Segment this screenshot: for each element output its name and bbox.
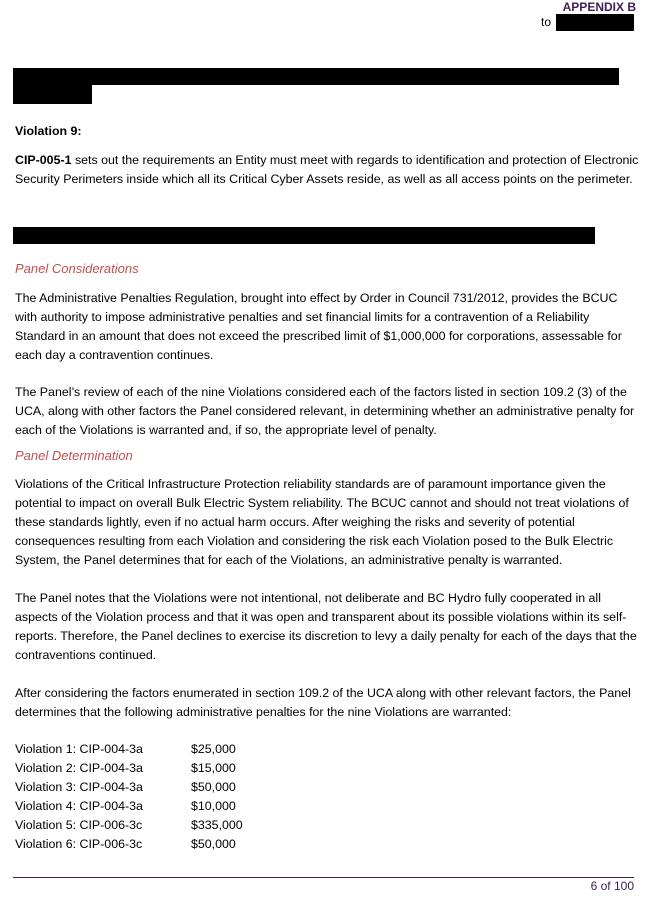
penalty-row [15,816,243,835]
determination-paragraph-2: The Panel notes that the Violations were not intentional, not deliberate and BC Hydro fully cooperated in all aspects of the Violation process and that it was open and transparent about its possible violations within its self-reports. Therefore, the Panel declines to exercise its discretion to levy a daily penalty for each of the days that the contraventions continued. [15,591,637,662]
redaction-bar [13,227,595,244]
penalty-row [15,797,243,816]
determination-paragraph-1: Violations of the Critical Infrastructure Protection reliability standards are of paramount importance given the potential to impact on overall Bulk Electric System reliability. The BCUC cannot and should not treat violations of these standards lightly, even if no actual harm occurs. After weighing the risks and severity of potential consequences resulting from each Violation and considering the risk each Violation posed to the Bulk Electric System, the Panel determines that for each of the Violations, an administrative penalty is warranted. [15,477,629,567]
penalty-row [15,835,243,854]
page-number: 6 of 100 [590,879,634,893]
violation-description [15,151,640,189]
violation-title: Violation 9: [15,124,82,138]
appendix-label: APPENDIX B [562,0,636,14]
penalty-amount: $50,000 [191,780,236,794]
considerations-heading: Panel Considerations [15,261,139,276]
determination-paragraph-3: After considering the factors enumerated in section 109.2 of the UCA along with other relevant factors, the Panel determines that the following administrative penalties for the nine Violations are warranted: [15,686,631,719]
penalty-amount: $335,000 [191,818,243,832]
redaction-bar [556,14,634,31]
determination-heading: Panel Determination [15,448,133,463]
penalty-amount: $10,000 [191,799,236,813]
penalty-row [15,759,243,778]
considerations-paragraph-2: The Panel’s review of each of the nine Violations considered each of the factors listed in section 109.2 (3) of the UCA, along with other factors the Panel considered relevant, in determining whether an administrative penalty for each of the Violations is warranted and, if so, the appropriate level of penalty. [15,385,635,437]
penalties-list [15,740,243,854]
penalty-row [15,778,243,797]
description-text: sets out the requirements an Entity must meet with regards to identification and protection of Electronic Security Perimeters inside which all its Critical Cyber Assets reside, as well as all access points on the perimeter. [15,153,639,186]
penalty-label: Violation 4: CIP-004-3a [15,799,143,813]
penalty-amount: $25,000 [191,742,236,756]
penalty-label: Violation 6: CIP-006-3c [15,837,143,851]
standard-id: CIP-005-1 [15,153,72,167]
penalty-row [15,740,243,759]
penalty-label: Violation 5: CIP-006-3c [15,818,143,832]
penalty-label: Violation 2: CIP-004-3a [15,761,143,775]
penalty-label: Violation 1: CIP-004-3a [15,742,143,756]
redaction-bar [13,85,92,104]
footer-divider [13,877,634,878]
to-label: to [541,15,552,29]
redaction-bar [13,68,619,85]
penalty-label: Violation 3: CIP-004-3a [15,780,143,794]
penalty-amount: $50,000 [191,837,236,851]
penalty-amount: $15,000 [191,761,236,775]
considerations-paragraph-1: The Administrative Penalties Regulation, brought into effect by Order in Council 731/2012, provides the BCUC with authority to impose administrative penalties and set financial limits for a contravention of a Reliability Standard in an amount that does not exceed the prescribed limit of $1,000,000 for corporations, assessable for each day a contravention continues. [15,291,622,362]
